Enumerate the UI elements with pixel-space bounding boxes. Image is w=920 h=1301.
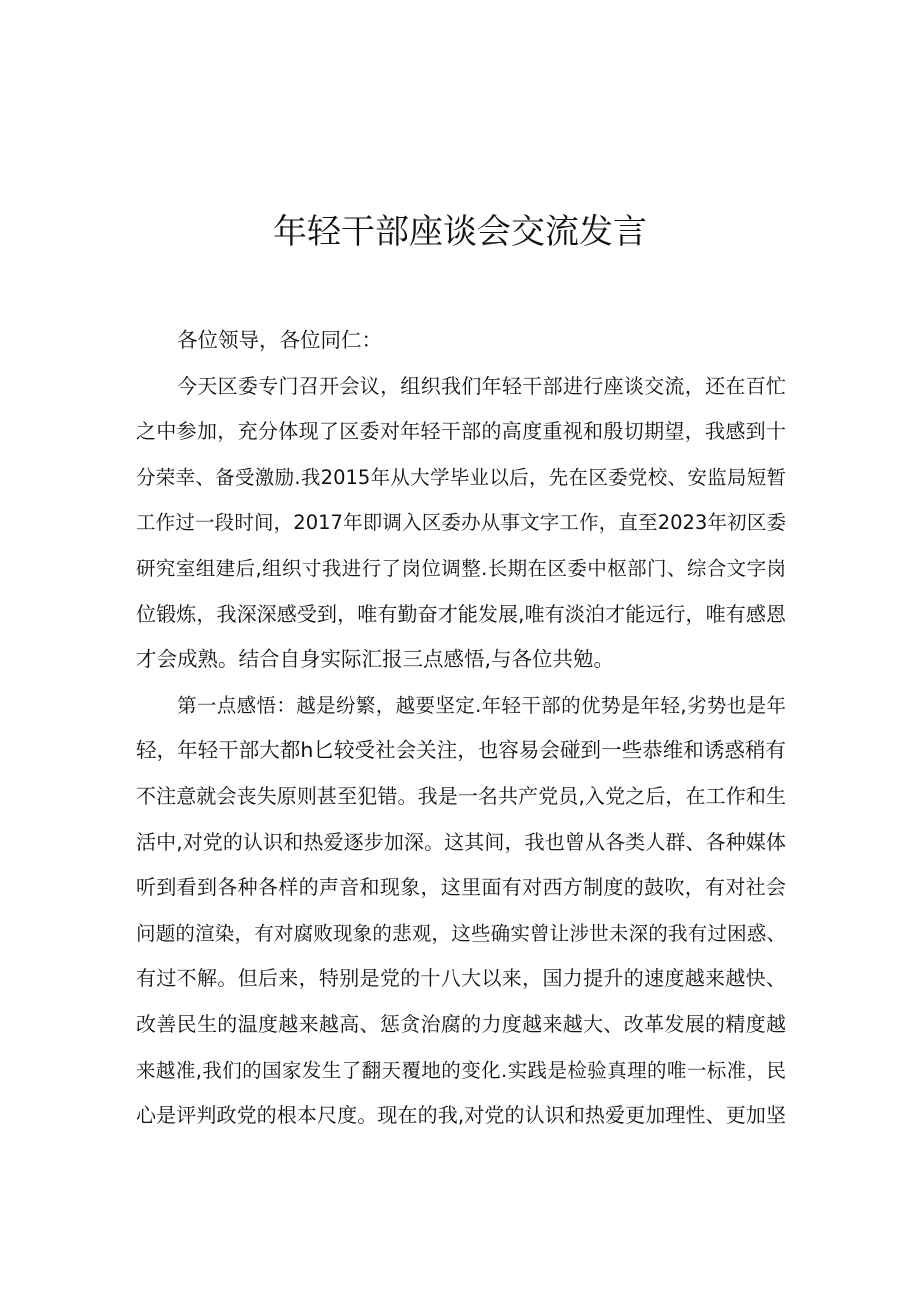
body-line: 才会成熟。结合自身实际汇报三点感悟,与各位共勉。: [136, 647, 615, 672]
document-body: [136, 318, 786, 1139]
document-title: 年轻干部座谈会交流发言: [273, 212, 647, 252]
body-line: 改善民生的温度越来越高、惩贪治腐的力度越来越大、改革发展的精度越: [136, 1011, 786, 1036]
body-line: 第一点感悟：越是纷繁，越要坚定.年轻干部的优势是年轻,劣势也是年: [177, 693, 786, 717]
body-line: 今天区委专门召开会议，组织我们年轻干部进行座谈交流，还在百忙: [177, 373, 786, 398]
body-line: 来越准,我们的国家发生了翻天覆地的变化.实践是检验真理的唯一标准，民: [136, 1058, 786, 1082]
body-line: 工作过一段时间，2017年即调入区委办从事文字工作，直至2023年初区委: [136, 511, 786, 535]
body-line: 不注意就会丧失原则甚至犯错。我是一名共产党员,入党之后，在工作和生: [136, 783, 786, 808]
body-line: 活中,对党的认识和热爱逐步加深。这其间，我也曾从各类人群、各种媒体: [136, 829, 786, 854]
body-line: 各位领导，各位同仁：: [177, 328, 382, 352]
body-line: 有过不解。但后来，特别是党的十八大以来，国力提升的速度越来越快、: [136, 966, 786, 991]
body-line: 研究室组建后,组织寸我进行了岗位调整.长期在区委中枢部门、综合文字岗: [136, 556, 786, 580]
body-line: 位锻炼，我深深感受到，唯有勤奋才能发展,唯有淡泊才能远行，唯有感恩: [136, 601, 786, 626]
body-line: 分荣幸、备受激励.我2015年从大学毕业以后，先在区委党校、安监局短暂: [136, 465, 786, 489]
body-line: 轻，年轻干部大都h匕较受社会关注，也容易会碰到一些恭维和诱惑稍有: [136, 738, 786, 763]
body-line: 听到看到各种各样的声音和现象，这里面有对西方制度的鼓吹，有对社会: [136, 875, 786, 900]
body-line: 之中参加，充分体现了区委对年轻干部的高度重视和殷切期望，我感到十: [136, 419, 786, 444]
body-line: 心是评判政党的根本尺度。现在的我,对党的认识和热爱更加理性、更加坚: [136, 1103, 786, 1128]
body-line: 问题的渲染，有对腐败现象的悲观，这些确实曾让涉世未深的我有过困惑、: [136, 921, 786, 945]
